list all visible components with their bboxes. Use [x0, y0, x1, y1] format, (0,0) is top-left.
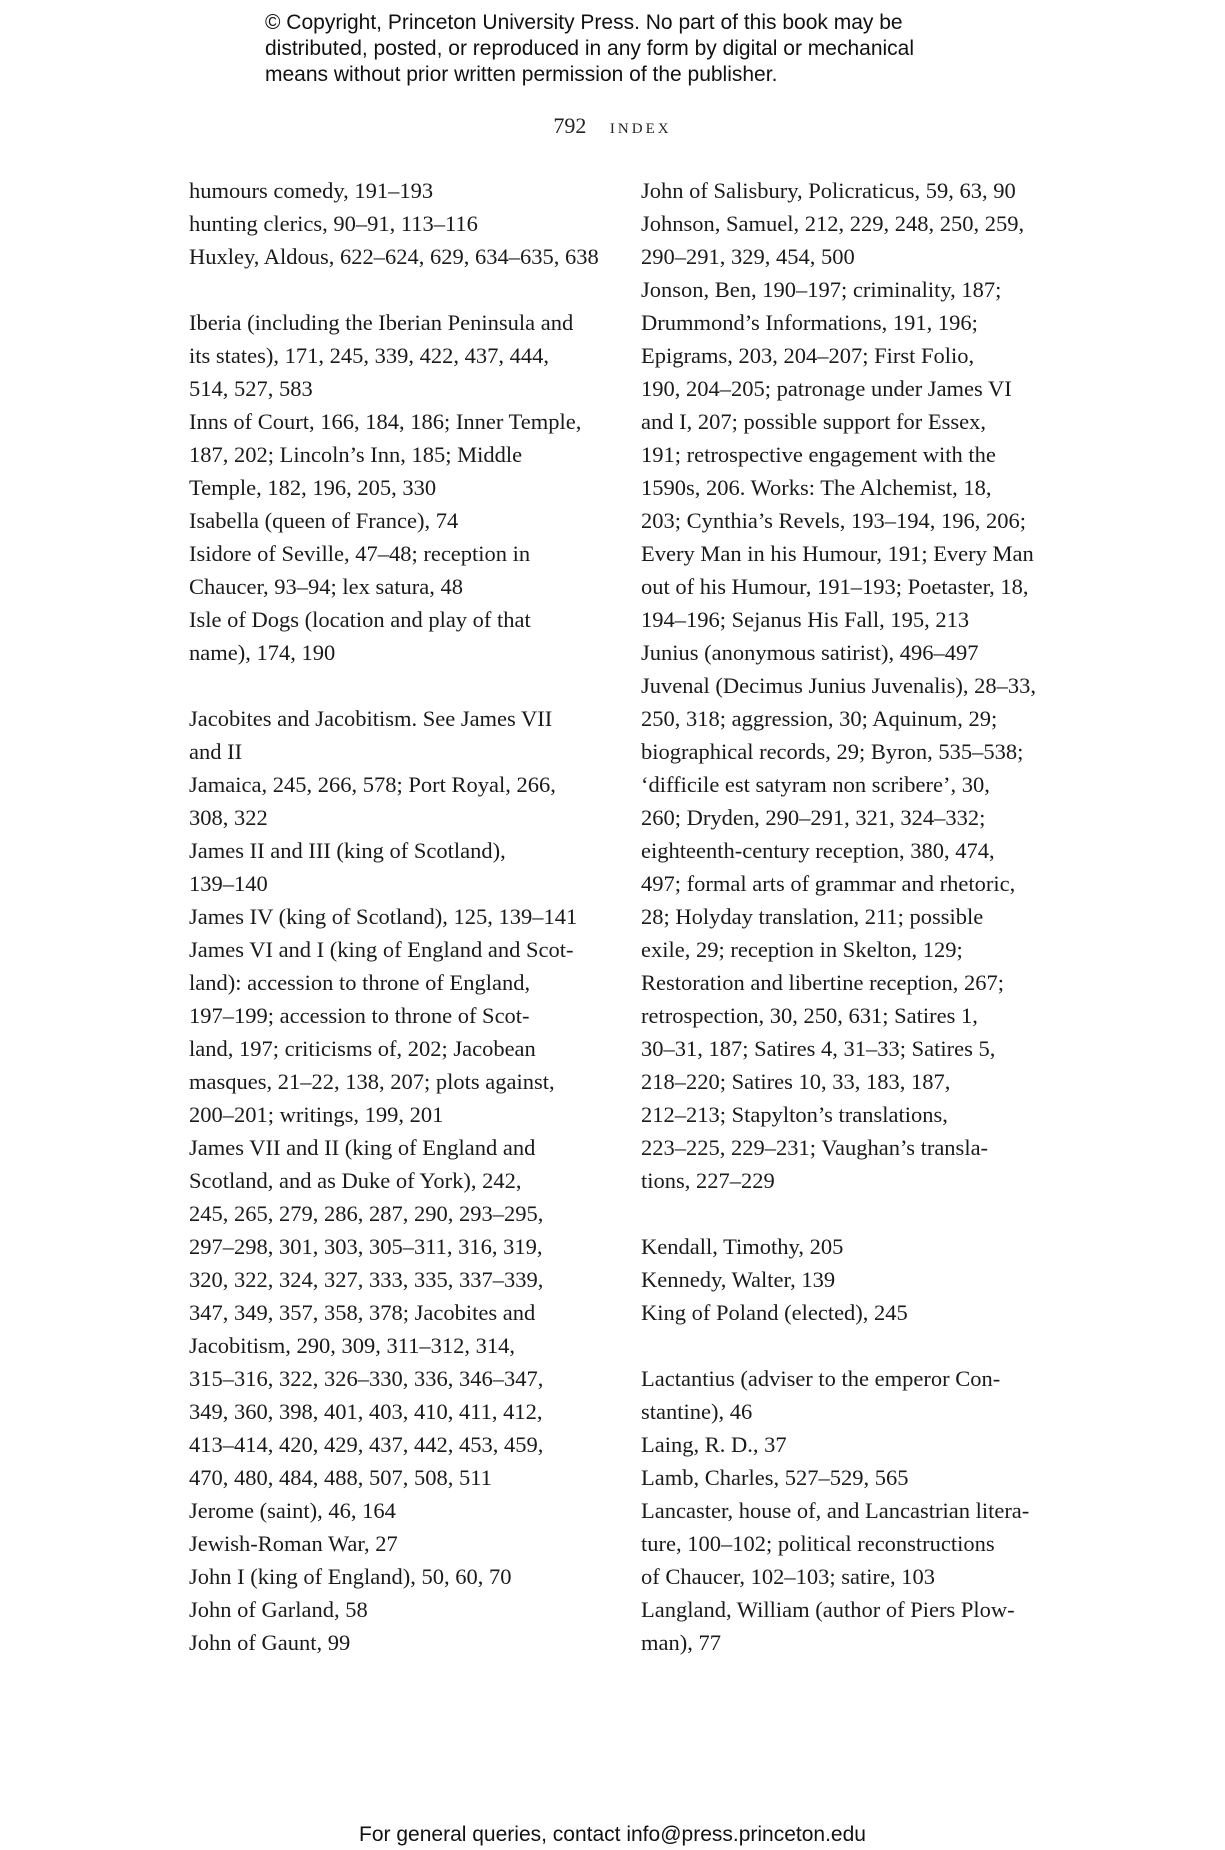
entry-line: ture, 100–102; political reconstructions: [641, 1531, 995, 1556]
index-entry: [641, 174, 1071, 207]
entry-line: Huxley, Aldous, 622–624, 629, 634–635, 638: [189, 244, 599, 269]
index-entry: [189, 1626, 609, 1659]
copyright-line-3: means without prior written permission of the publisher.: [265, 63, 778, 86]
entry-line: masques, 21–22, 138, 207; plots against,: [189, 1069, 555, 1094]
entry-line: Epigrams, 203, 204–207; First Folio,: [641, 343, 975, 368]
page-number: 792: [553, 113, 587, 138]
entry-line: 197–199; accession to throne of Scot-: [189, 1003, 530, 1028]
footer-contact: For general queries, contact info@press.princeton.edu: [359, 1823, 866, 1846]
index-entry: [189, 405, 609, 504]
entry-line: John of Garland, 58: [189, 1597, 368, 1622]
copyright-line-1: © Copyright, Princeton University Press. No part of this book may be: [265, 11, 903, 34]
entry-line: Scotland, and as Duke of York), 242,: [189, 1168, 522, 1193]
entry-line: its states), 171, 245, 339, 422, 437, 444,: [189, 343, 549, 368]
entry-line: Isabella (queen of France), 74: [189, 508, 459, 533]
entry-line: 497; formal arts of grammar and rhetoric,: [641, 871, 1016, 896]
entry-line: of Chaucer, 102–103; satire, 103: [641, 1564, 936, 1589]
entry-line: 139–140: [189, 871, 268, 896]
entry-line: Temple, 182, 196, 205, 330: [189, 475, 437, 500]
entry-line: land): accession to throne of England,: [189, 970, 531, 995]
index-entry: [189, 306, 609, 405]
entry-line: 260; Dryden, 290–291, 321, 324–332;: [641, 805, 986, 830]
index-entry: [189, 933, 609, 1131]
index-entry: [189, 768, 609, 834]
entry-line: 187, 202; Lincoln’s Inn, 185; Middle: [189, 442, 523, 467]
entry-line: Restoration and libertine reception, 267;: [641, 970, 1005, 995]
entry-line: John I (king of England), 50, 60, 70: [189, 1564, 512, 1589]
entry-line: biographical records, 29; Byron, 535–538;: [641, 739, 1024, 764]
entry-line: name), 174, 190: [189, 640, 336, 665]
entry-line: 347, 349, 357, 358, 378; Jacobites and: [189, 1300, 536, 1325]
index-entry: [641, 1428, 1071, 1461]
page-title: index: [609, 113, 672, 138]
entry-line: retrospection, 30, 250, 631; Satires 1,: [641, 1003, 978, 1028]
index-entry: [189, 1527, 609, 1560]
entry-line: Kendall, Timothy, 205: [641, 1234, 844, 1259]
entry-line: Jamaica, 245, 266, 578; Port Royal, 266,: [189, 772, 556, 797]
entry-line: stantine), 46: [641, 1399, 753, 1424]
copyright-line-2: distributed, posted, or reproduced in any form by digital or mechanical: [265, 37, 915, 60]
index-entry: [189, 537, 609, 603]
index-entry: [189, 603, 609, 669]
entry-line: 218–220; Satires 10, 33, 183, 187,: [641, 1069, 951, 1094]
entry-line: Inns of Court, 166, 184, 186; Inner Temple,: [189, 409, 582, 434]
running-head: [0, 112, 1225, 140]
entry-line: eighteenth-century reception, 380, 474,: [641, 838, 995, 863]
entry-line: Lactantius (adviser to the emperor Con-: [641, 1366, 1001, 1391]
entry-line: John of Gaunt, 99: [189, 1630, 351, 1655]
entry-line: ‘difficile est satyram non scribere’, 30,: [641, 772, 990, 797]
entry-line: 413–414, 420, 429, 437, 442, 453, 459,: [189, 1432, 544, 1457]
index-entry: [641, 1593, 1071, 1659]
entry-line: exile, 29; reception in Skelton, 129;: [641, 937, 963, 962]
entry-line: 250, 318; aggression, 30; Aquinum, 29;: [641, 706, 998, 731]
index-entry: [189, 174, 609, 207]
index-column-left: [189, 174, 609, 1659]
entry-line: James IV (king of Scotland), 125, 139–141: [189, 904, 578, 929]
index-entry: [189, 504, 609, 537]
index-entry: [641, 669, 1071, 1197]
entry-line: Junius (anonymous satirist), 496–497: [641, 640, 979, 665]
index-entry: [189, 834, 609, 900]
entry-line: Jerome (saint), 46, 164: [189, 1498, 396, 1523]
entry-line: 245, 265, 279, 286, 287, 290, 293–295,: [189, 1201, 544, 1226]
entry-line: 30–31, 187; Satires 4, 31–33; Satires 5,: [641, 1036, 996, 1061]
entry-line: hunting clerics, 90–91, 113–116: [189, 211, 478, 236]
index-entry: [189, 702, 609, 768]
entry-line: Jacobitism, 290, 309, 311–312, 314,: [189, 1333, 516, 1358]
entry-line: Langland, William (author of Piers Plow-: [641, 1597, 1015, 1622]
entry-line: man), 77: [641, 1630, 721, 1655]
index-entry: [641, 1494, 1071, 1593]
entry-line: 212–213; Stapylton’s translations,: [641, 1102, 948, 1127]
entry-line: 470, 480, 484, 488, 507, 508, 511: [189, 1465, 492, 1490]
copyright-notice: [265, 10, 1025, 88]
entry-line: Jacobites and Jacobitism. See James VII: [189, 706, 553, 731]
entry-line: land, 197; criticisms of, 202; Jacobean: [189, 1036, 536, 1061]
entry-line: Lamb, Charles, 527–529, 565: [641, 1465, 909, 1490]
entry-line: 203; Cynthia’s Revels, 193–194, 196, 206;: [641, 508, 1026, 533]
entry-line: 190, 204–205; patronage under James VI: [641, 376, 1012, 401]
entry-line: 191; retrospective engagement with the: [641, 442, 996, 467]
index-entry: [641, 1263, 1071, 1296]
entry-line: Chaucer, 93–94; lex satura, 48: [189, 574, 464, 599]
entry-line: Isle of Dogs (location and play of that: [189, 607, 531, 632]
entry-line: 349, 360, 398, 401, 403, 410, 411, 412,: [189, 1399, 543, 1424]
entry-line: tions, 227–229: [641, 1168, 775, 1193]
entry-line: out of his Humour, 191–193; Poetaster, 18,: [641, 574, 1029, 599]
index-entry: [189, 1494, 609, 1527]
index-entry: [641, 1461, 1071, 1494]
index-entry: [641, 207, 1071, 273]
entry-line: Jonson, Ben, 190–197; criminality, 187;: [641, 277, 1002, 302]
entry-line: 194–196; Sejanus His Fall, 195, 213: [641, 607, 970, 632]
entry-line: Drummond’s Informations, 191, 196;: [641, 310, 978, 335]
entry-line: 200–201; writings, 199, 201: [189, 1102, 444, 1127]
index-entry: [189, 240, 609, 273]
entry-line: 28; Holyday translation, 211; possible: [641, 904, 984, 929]
entry-line: King of Poland (elected), 245: [641, 1300, 908, 1325]
entry-line: Every Man in his Humour, 191; Every Man: [641, 541, 1034, 566]
entry-line: 315–316, 322, 326–330, 336, 346–347,: [189, 1366, 544, 1391]
index-entry: [641, 273, 1071, 636]
index-column-right: [641, 174, 1071, 1659]
entry-line: Jewish-Roman War, 27: [189, 1531, 398, 1556]
entry-line: James II and III (king of Scotland),: [189, 838, 506, 863]
entry-line: 308, 322: [189, 805, 268, 830]
index-entry: [641, 1296, 1071, 1329]
entry-line: 1590s, 206. Works: The Alchemist, 18,: [641, 475, 992, 500]
entry-line: 297–298, 301, 303, 305–311, 316, 319,: [189, 1234, 543, 1259]
entry-line: Johnson, Samuel, 212, 229, 248, 250, 259,: [641, 211, 1025, 236]
entry-line: Kennedy, Walter, 139: [641, 1267, 836, 1292]
entry-line: 223–225, 229–231; Vaughan’s transla-: [641, 1135, 989, 1160]
entry-line: James VII and II (king of England and: [189, 1135, 536, 1160]
entry-line: 290–291, 329, 454, 500: [641, 244, 855, 269]
index-entry: [189, 207, 609, 240]
entry-line: and II: [189, 739, 243, 764]
index-entry: [189, 1131, 609, 1494]
entry-line: Iberia (including the Iberian Peninsula and: [189, 310, 574, 335]
entry-line: Isidore of Seville, 47–48; reception in: [189, 541, 531, 566]
entry-line: 320, 322, 324, 327, 333, 335, 337–339,: [189, 1267, 544, 1292]
entry-line: humours comedy, 191–193: [189, 178, 434, 203]
index-entry: [189, 1560, 609, 1593]
entry-line: Lancaster, house of, and Lancastrian litera-: [641, 1498, 1030, 1523]
index-entry: [641, 636, 1071, 669]
entry-line: Laing, R. D., 37: [641, 1432, 787, 1457]
entry-line: James VI and I (king of England and Scot-: [189, 937, 574, 962]
index-entry: [189, 900, 609, 933]
entry-line: and I, 207; possible support for Essex,: [641, 409, 986, 434]
index-entry: [641, 1362, 1071, 1428]
entry-line: Juvenal (Decimus Junius Juvenalis), 28–33,: [641, 673, 1036, 698]
entry-line: 514, 527, 583: [189, 376, 313, 401]
entry-line: John of Salisbury, Policraticus, 59, 63, 90: [641, 178, 1016, 203]
index-entry: [641, 1230, 1071, 1263]
index-entry: [189, 1593, 609, 1626]
